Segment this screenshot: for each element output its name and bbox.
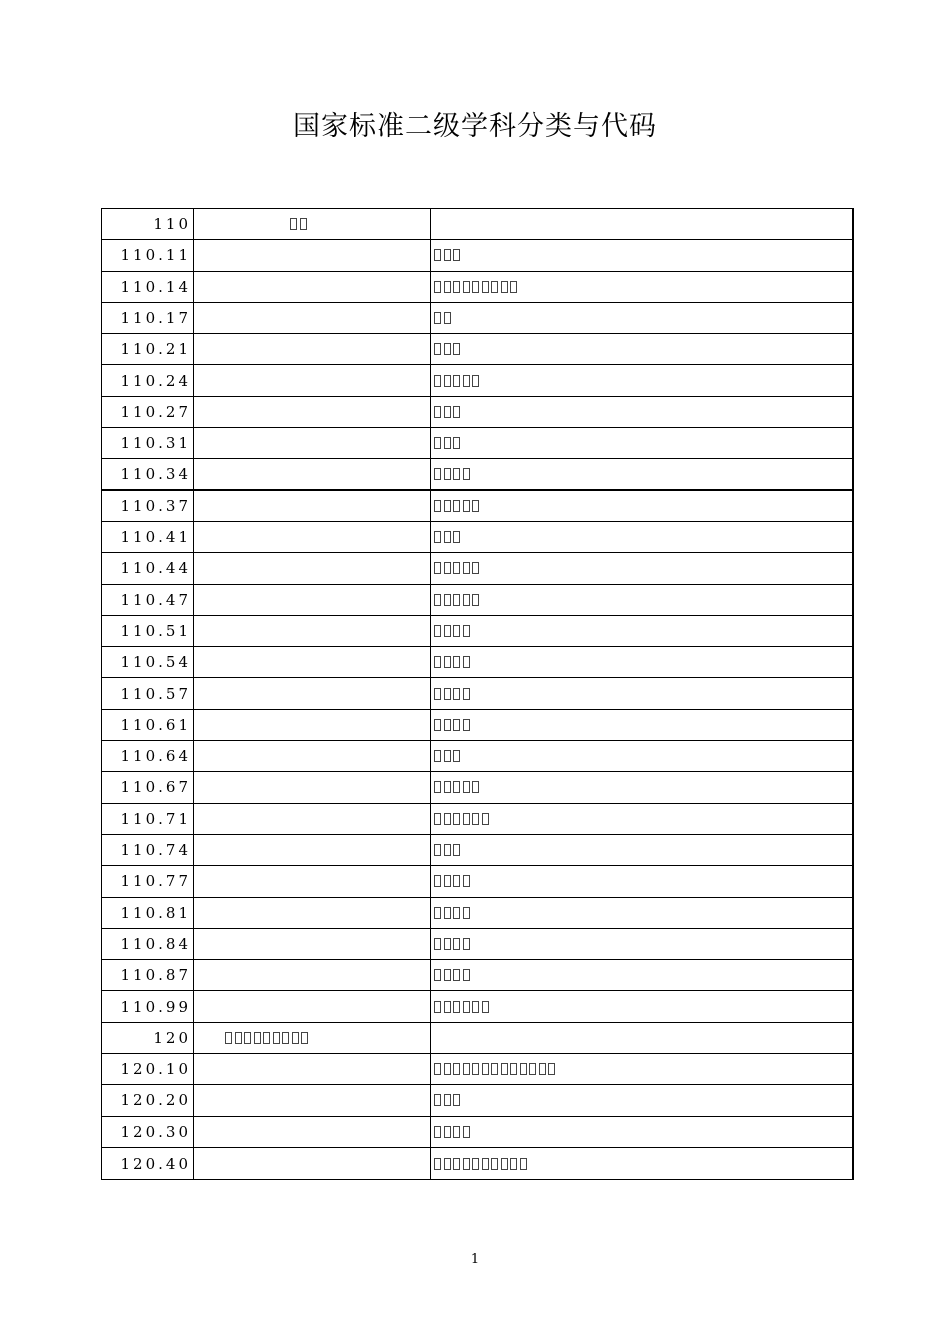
missing-glyph-box — [472, 594, 479, 606]
missing-glyph-box — [444, 281, 451, 293]
missing-glyph-box — [453, 1063, 460, 1075]
missing-glyph-box — [453, 468, 460, 480]
table-row — [102, 960, 852, 991]
subject-code: 120.40 — [102, 1148, 194, 1179]
missing-glyph-box — [434, 562, 441, 574]
table-row — [102, 522, 852, 553]
page-number: 1 — [470, 1252, 480, 1267]
missing-glyph-box — [453, 406, 460, 418]
table-row — [102, 772, 852, 803]
table-row — [102, 835, 852, 866]
missing-glyph-box — [453, 750, 460, 762]
missing-glyph-box — [434, 781, 441, 793]
missing-glyph-box — [444, 249, 451, 261]
missing-glyph-box — [225, 1032, 232, 1044]
missing-glyph-box — [434, 375, 441, 387]
missing-glyph-box — [463, 938, 470, 950]
level1-subject-name — [194, 741, 431, 771]
table-row — [102, 804, 852, 835]
level2-subject-name — [431, 585, 852, 615]
level1-subject-name — [194, 585, 431, 615]
level1-subject-name — [194, 710, 431, 740]
missing-glyph-box — [501, 1063, 508, 1075]
missing-glyph-box — [444, 312, 451, 324]
subject-code: 110.57 — [102, 678, 194, 708]
subject-code: 110.51 — [102, 616, 194, 646]
level2-subject-name — [431, 1148, 852, 1179]
missing-glyph-box — [444, 500, 451, 512]
subject-code: 110.14 — [102, 272, 194, 302]
missing-glyph-box — [453, 1094, 460, 1106]
missing-glyph-box — [463, 281, 470, 293]
missing-glyph-box — [444, 938, 451, 950]
missing-glyph-box — [463, 907, 470, 919]
level1-subject-name — [194, 929, 431, 959]
level2-subject-name — [431, 334, 852, 364]
missing-glyph-box — [444, 1126, 451, 1138]
missing-glyph-box — [463, 1001, 470, 1013]
missing-glyph-box — [539, 1063, 546, 1075]
missing-glyph-box — [463, 562, 470, 574]
missing-glyph-box — [463, 875, 470, 887]
table-row — [102, 585, 852, 616]
level2-subject-name — [431, 1085, 852, 1115]
level1-subject-name — [194, 772, 431, 802]
missing-glyph-box — [434, 844, 441, 856]
level2-subject-name — [431, 1023, 852, 1053]
missing-glyph-box — [434, 625, 441, 637]
missing-glyph-box — [453, 343, 460, 355]
subject-code: 110.44 — [102, 553, 194, 583]
missing-glyph-box — [444, 907, 451, 919]
missing-glyph-box — [463, 781, 470, 793]
missing-glyph-box — [434, 875, 441, 887]
subject-code: 110.81 — [102, 898, 194, 928]
missing-glyph-box — [444, 375, 451, 387]
missing-glyph-box — [472, 1158, 479, 1170]
level2-subject-name — [431, 459, 852, 488]
missing-glyph-box — [501, 1158, 508, 1170]
level2-subject-name — [431, 491, 852, 521]
missing-glyph-box — [434, 468, 441, 480]
subject-code: 110.67 — [102, 772, 194, 802]
level2-subject-name — [431, 397, 852, 427]
missing-glyph-box — [482, 281, 489, 293]
missing-glyph-box — [300, 218, 307, 230]
missing-glyph-box — [444, 688, 451, 700]
table-row — [102, 1117, 852, 1148]
missing-glyph-box — [472, 562, 479, 574]
table-row — [102, 272, 852, 303]
subject-code: 110.71 — [102, 804, 194, 834]
level2-subject-name — [431, 710, 852, 740]
level2-subject-name — [431, 804, 852, 834]
level2-subject-name — [431, 272, 852, 302]
missing-glyph-box — [434, 406, 441, 418]
missing-glyph-box — [444, 844, 451, 856]
subject-code: 110.47 — [102, 585, 194, 615]
missing-glyph-box — [453, 249, 460, 261]
missing-glyph-box — [453, 1126, 460, 1138]
table-row — [102, 303, 852, 334]
missing-glyph-box — [453, 1158, 460, 1170]
missing-glyph-box — [453, 562, 460, 574]
level1-subject-name — [194, 459, 431, 488]
level1-subject-name — [194, 647, 431, 677]
missing-glyph-box — [434, 1094, 441, 1106]
missing-glyph-box — [254, 1032, 261, 1044]
missing-glyph-box — [444, 594, 451, 606]
table-row — [102, 334, 852, 365]
missing-glyph-box — [453, 437, 460, 449]
subject-code: 110.27 — [102, 397, 194, 427]
missing-glyph-box — [453, 719, 460, 731]
level2-subject-name — [431, 835, 852, 865]
subject-code: 110.21 — [102, 334, 194, 364]
missing-glyph-box — [434, 437, 441, 449]
missing-glyph-box — [453, 938, 460, 950]
subject-code: 110.24 — [102, 365, 194, 395]
missing-glyph-box — [434, 969, 441, 981]
table-row — [102, 553, 852, 584]
missing-glyph-box — [434, 594, 441, 606]
table-row — [102, 1148, 852, 1179]
missing-glyph-box — [444, 781, 451, 793]
missing-glyph-box — [453, 813, 460, 825]
level2-subject-name — [431, 866, 852, 896]
missing-glyph-box — [463, 375, 470, 387]
subject-code: 110.41 — [102, 522, 194, 552]
subject-code: 110.17 — [102, 303, 194, 333]
missing-glyph-box — [444, 562, 451, 574]
missing-glyph-box — [444, 1063, 451, 1075]
missing-glyph-box — [444, 437, 451, 449]
missing-glyph-box — [290, 218, 297, 230]
missing-glyph-box — [472, 1063, 479, 1075]
subject-code: 110.99 — [102, 991, 194, 1021]
missing-glyph-box — [434, 938, 441, 950]
table-row — [102, 491, 852, 522]
missing-glyph-box — [434, 249, 441, 261]
missing-glyph-box — [472, 781, 479, 793]
level2-subject-name — [431, 678, 852, 708]
missing-glyph-box — [453, 531, 460, 543]
level2-subject-name — [431, 522, 852, 552]
subject-code: 120.20 — [102, 1085, 194, 1115]
missing-glyph-box — [482, 1158, 489, 1170]
level1-subject-name — [194, 365, 431, 395]
missing-glyph-box — [453, 969, 460, 981]
level1-subject-name — [194, 240, 431, 270]
subject-code: 110.77 — [102, 866, 194, 896]
missing-glyph-box — [463, 468, 470, 480]
table-row — [102, 991, 852, 1022]
missing-glyph-box — [444, 1094, 451, 1106]
missing-glyph-box — [301, 1032, 308, 1044]
level2-subject-name — [431, 1117, 852, 1147]
missing-glyph-box — [472, 500, 479, 512]
level2-subject-name — [431, 647, 852, 677]
level1-subject-name — [194, 1054, 431, 1084]
missing-glyph-box — [444, 750, 451, 762]
missing-glyph-box — [434, 1001, 441, 1013]
missing-glyph-box — [434, 1158, 441, 1170]
level2-subject-name — [431, 741, 852, 771]
table-row — [102, 1054, 852, 1085]
level1-subject-name — [194, 553, 431, 583]
table-row — [102, 741, 852, 772]
missing-glyph-box — [463, 688, 470, 700]
missing-glyph-box — [434, 531, 441, 543]
level2-subject-name — [431, 929, 852, 959]
subject-code: 110.31 — [102, 428, 194, 458]
missing-glyph-box — [244, 1032, 251, 1044]
missing-glyph-box — [235, 1032, 242, 1044]
missing-glyph-box — [434, 719, 441, 731]
missing-glyph-box — [472, 813, 479, 825]
table-row — [102, 209, 852, 240]
missing-glyph-box — [463, 1126, 470, 1138]
missing-glyph-box — [453, 375, 460, 387]
subject-code: 110.87 — [102, 960, 194, 990]
missing-glyph-box — [434, 656, 441, 668]
missing-glyph-box — [463, 1158, 470, 1170]
missing-glyph-box — [520, 1063, 527, 1075]
missing-glyph-box — [453, 844, 460, 856]
subject-code: 110 — [102, 209, 194, 239]
missing-glyph-box — [463, 594, 470, 606]
missing-glyph-box — [482, 813, 489, 825]
missing-glyph-box — [482, 1001, 489, 1013]
table-row — [102, 428, 852, 459]
missing-glyph-box — [434, 907, 441, 919]
missing-glyph-box — [444, 969, 451, 981]
level2-subject-name — [431, 365, 852, 395]
subject-code: 120.10 — [102, 1054, 194, 1084]
level2-subject-name — [431, 772, 852, 802]
missing-glyph-box — [453, 281, 460, 293]
level1-subject-name — [194, 866, 431, 896]
missing-glyph-box — [444, 468, 451, 480]
table-row — [102, 647, 852, 678]
missing-glyph-box — [453, 500, 460, 512]
missing-glyph-box — [529, 1063, 536, 1075]
missing-glyph-box — [463, 813, 470, 825]
level1-subject-name — [194, 428, 431, 458]
missing-glyph-box — [491, 1158, 498, 1170]
missing-glyph-box — [463, 656, 470, 668]
missing-glyph-box — [444, 656, 451, 668]
missing-glyph-box — [453, 907, 460, 919]
missing-glyph-box — [510, 1063, 517, 1075]
missing-glyph-box — [453, 688, 460, 700]
level2-subject-name — [431, 428, 852, 458]
table-row — [102, 365, 852, 396]
missing-glyph-box — [434, 688, 441, 700]
discipline-code-table — [101, 208, 854, 1180]
missing-glyph-box — [292, 1032, 299, 1044]
missing-glyph-box — [444, 625, 451, 637]
level1-subject-name — [194, 616, 431, 646]
level1-subject-name — [194, 678, 431, 708]
level1-subject-name — [194, 522, 431, 552]
missing-glyph-box — [463, 719, 470, 731]
missing-glyph-box — [472, 1001, 479, 1013]
level2-subject-name — [431, 303, 852, 333]
missing-glyph-box — [444, 1158, 451, 1170]
level2-subject-name — [431, 960, 852, 990]
missing-glyph-box — [463, 625, 470, 637]
level1-subject-name — [194, 835, 431, 865]
missing-glyph-box — [501, 281, 508, 293]
table-row — [102, 459, 852, 490]
missing-glyph-box — [444, 531, 451, 543]
missing-glyph-box — [491, 281, 498, 293]
level1-subject-name — [194, 272, 431, 302]
level1-subject-name — [194, 1117, 431, 1147]
missing-glyph-box — [434, 813, 441, 825]
level1-subject-name — [194, 397, 431, 427]
subject-code: 110.34 — [102, 459, 194, 488]
subject-code: 120.30 — [102, 1117, 194, 1147]
missing-glyph-box — [520, 1158, 527, 1170]
level1-subject-name — [194, 804, 431, 834]
missing-glyph-box — [434, 312, 441, 324]
level1-subject-name — [194, 991, 431, 1021]
table-row — [102, 866, 852, 897]
table-row — [102, 1023, 852, 1054]
missing-glyph-box — [453, 875, 460, 887]
level1-subject-name — [194, 960, 431, 990]
level2-subject-name — [431, 240, 852, 270]
missing-glyph-box — [444, 813, 451, 825]
missing-glyph-box — [453, 594, 460, 606]
missing-glyph-box — [453, 625, 460, 637]
level2-subject-name — [431, 1054, 852, 1084]
table-row — [102, 678, 852, 709]
subject-code: 110.74 — [102, 835, 194, 865]
table-row — [102, 616, 852, 647]
missing-glyph-box — [434, 750, 441, 762]
missing-glyph-box — [444, 343, 451, 355]
table-row — [102, 710, 852, 741]
level1-subject-name — [194, 491, 431, 521]
missing-glyph-box — [510, 281, 517, 293]
level1-subject-name — [194, 1085, 431, 1115]
table-row — [102, 240, 852, 271]
subject-code: 110.64 — [102, 741, 194, 771]
table-row — [102, 929, 852, 960]
subject-code: 110.11 — [102, 240, 194, 270]
missing-glyph-box — [463, 500, 470, 512]
level2-subject-name — [431, 209, 852, 239]
missing-glyph-box — [472, 281, 479, 293]
subject-code: 110.84 — [102, 929, 194, 959]
missing-glyph-box — [463, 969, 470, 981]
level2-subject-name — [431, 553, 852, 583]
missing-glyph-box — [434, 500, 441, 512]
missing-glyph-box — [282, 1032, 289, 1044]
level2-subject-name — [431, 898, 852, 928]
subject-code: 110.61 — [102, 710, 194, 740]
table-row — [102, 1085, 852, 1116]
level1-subject-name — [194, 303, 431, 333]
subject-code: 110.37 — [102, 491, 194, 521]
level1-subject-name — [194, 334, 431, 364]
level1-subject-name — [194, 1148, 431, 1179]
missing-glyph-box — [444, 719, 451, 731]
missing-glyph-box — [444, 1001, 451, 1013]
page-title: 国家标准二级学科分类与代码 — [293, 111, 657, 142]
missing-glyph-box — [434, 1126, 441, 1138]
level1-subject-name — [194, 898, 431, 928]
level1-subject-name — [194, 1023, 431, 1053]
level2-subject-name — [431, 616, 852, 646]
subject-code: 120 — [102, 1023, 194, 1053]
missing-glyph-box — [434, 1063, 441, 1075]
missing-glyph-box — [453, 1001, 460, 1013]
missing-glyph-box — [453, 781, 460, 793]
table-row — [102, 898, 852, 929]
missing-glyph-box — [273, 1032, 280, 1044]
table-row — [102, 397, 852, 428]
missing-glyph-box — [491, 1063, 498, 1075]
missing-glyph-box — [548, 1063, 555, 1075]
missing-glyph-box — [444, 875, 451, 887]
level2-subject-name — [431, 991, 852, 1021]
missing-glyph-box — [434, 343, 441, 355]
subject-code: 110.54 — [102, 647, 194, 677]
missing-glyph-box — [482, 1063, 489, 1075]
missing-glyph-box — [434, 281, 441, 293]
missing-glyph-box — [463, 1063, 470, 1075]
missing-glyph-box — [472, 375, 479, 387]
missing-glyph-box — [453, 656, 460, 668]
missing-glyph-box — [510, 1158, 517, 1170]
missing-glyph-box — [444, 406, 451, 418]
missing-glyph-box — [263, 1032, 270, 1044]
level1-subject-name — [194, 209, 431, 239]
